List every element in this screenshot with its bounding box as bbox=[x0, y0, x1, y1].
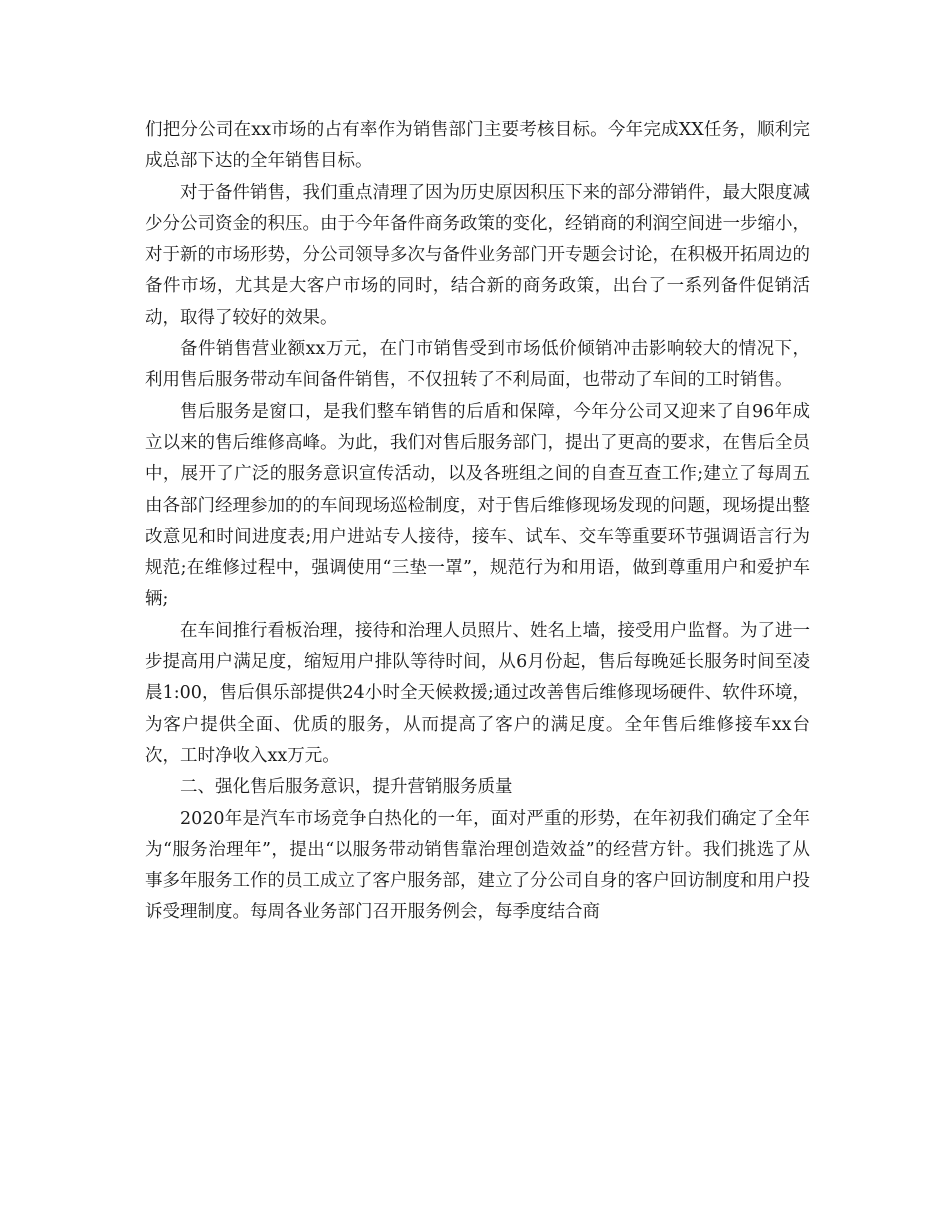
paragraph-service-year: 2020年是汽车市场竞争白热化的一年，面对严重的形势，在年初我们确定了全年为“服务治理年”，提出“以服务带动销售靠治理创造效益”的经营方针。我们挑选了从事多年服务工作的员工成立了客户服务部，建立了分公司自身的客户回访制度和用户投诉受理制度。每周各业务部门召开服务例会，每季度结合商 bbox=[145, 808, 810, 923]
paragraph-after-sales-service: 售后服务是窗口，是我们整车销售的后盾和保障，今年分公司又迎来了自96年成立以来的售后维修高峰。为此，我们对售后服务部门，提出了更高的要求，在售后全员中，展开了广泛的服务意识宣传活动，以及各班组之间的自查互查工作;建立了每周五由各部门经理参加的的车间现场巡检制度，对于售后维修现场发现的问题，现场提出整改意见和时间进度表;用户进站专人接待，接车、试车、交车等重要环节强调语言行为规范;在维修过程中，强调使用“三垫一罩”，规范行为和用语，做到尊重用户和爱护车辆; bbox=[145, 401, 810, 610]
paragraph-parts-revenue: 备件销售营业额xx万元，在门市销售受到市场低价倾销冲击影响较大的情况下，利用售后服务带动车间备件销售，不仅扭转了不利局面，也带动了车间的工时销售。 bbox=[145, 339, 810, 391]
document-body bbox=[145, 115, 810, 929]
paragraph-parts-sales: 对于备件销售，我们重点清理了因为历史原因积压下来的部分滞销件，最大限度减少分公司资金的积压。由于今年备件商务政策的变化，经销商的利润空间进一步缩小，对于新的市场形势，分公司领导多次与备件业务部门开专题会讨论，在积极开拓周边的备件市场，尤其是大客户市场的同时，结合新的商务政策，出台了一系列备件促销活动，取得了较好的效果。 bbox=[145, 182, 810, 328]
paragraph-workshop-management: 在车间推行看板治理，接待和治理人员照片、姓名上墙，接受用户监督。为了进一步提高用户满足度，缩短用户排队等待时间，从6月份起，售后每晚延长服务时间至凌晨1:00，售后俱乐部提供24小时全天候救援;通过改善售后维修现场硬件、软件环境，为客户提供全面、优质的服务，从而提高了客户的满足度。全年售后维修接车xx台次，工时净收入xx万元。 bbox=[145, 620, 810, 766]
section-heading-service-quality: 二、强化售后服务意识，提升营销服务质量 bbox=[180, 777, 513, 798]
paragraph-sales-target: 们把分公司在xx市场的占有率作为销售部门主要考核目标。今年完成XX任务，顺利完成总部下达的全年销售目标。 bbox=[145, 120, 810, 172]
